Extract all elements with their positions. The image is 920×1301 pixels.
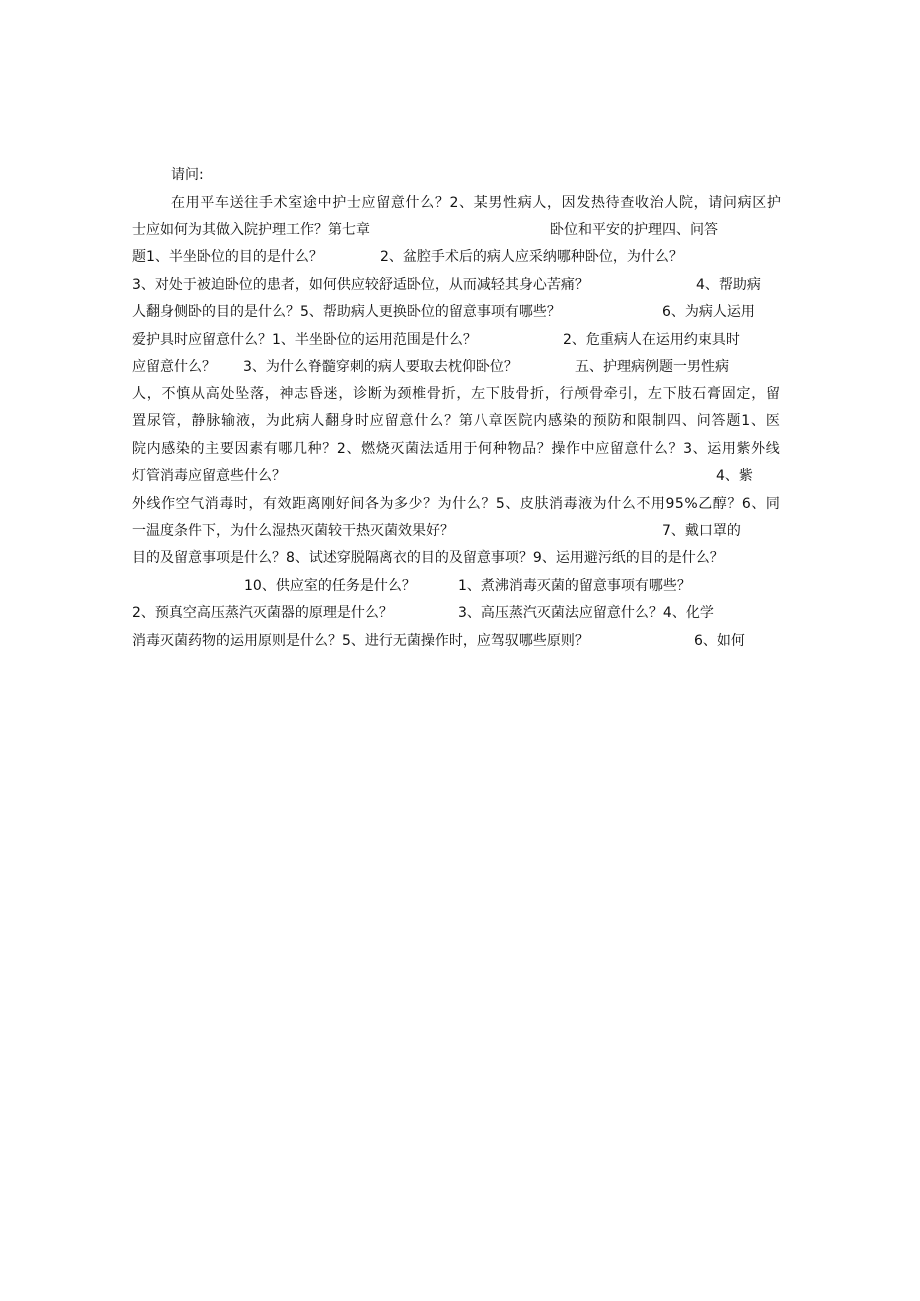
text-segment: 请问: xyxy=(171,167,204,183)
text-segment: 人，不慎从高处坠落，神志昏迷，诊断为颈椎骨折，左下肢骨折，行颅骨牵引，左下肢石膏固定，留 xyxy=(132,386,781,402)
text-segment: 题1、半坐卧位的目的是什么？ xyxy=(132,249,323,265)
text-segment: 6、为病人运用 xyxy=(662,304,755,320)
text-segment: 6、如何 xyxy=(694,633,745,649)
text-segment: 应留意什么？ xyxy=(132,359,216,375)
text-segment: 3、对处于被迫卧位的患者，如何供应较舒适卧位，从而减轻其身心苦痛？ xyxy=(132,277,589,293)
text-segment: 1、煮沸消毒灭菌的留意事项有哪些？ xyxy=(458,578,691,594)
text-segment: 外线作空气消毒时，有效距离刚好间各为多少？为什么？5、皮肤消毒液为什么不用95%乙醇？6、同 xyxy=(132,496,781,512)
text-segment: 爱护具时应留意什么？1、半坐卧位的运用范围是什么？ xyxy=(132,332,477,348)
text-segment: 灯管消毒应留意些什么？ xyxy=(132,468,286,484)
text-segment: 3、高压蒸汽灭菌法应留意什么？4、化学 xyxy=(458,605,714,621)
text-segment: 五、护理病例题一男性病 xyxy=(575,359,729,375)
text-segment: 在用平车送往手术室途中护士应留意什么？2、某男性病人，因发热待查收治人院，请问病区护 xyxy=(171,195,782,211)
text-segment: 2、盆腔手术后的病人应采纳哪种卧位，为什么？ xyxy=(380,249,683,265)
text-segment: 2、危重病人在运用约束具时 xyxy=(563,332,740,348)
text-segment: 院内感染的主要因素有哪几种？2、燃烧灭菌法适用于何种物品？操作中应留意什么？3、运用紫外线 xyxy=(132,441,781,457)
text-segment: 10、供应室的任务是什么？ xyxy=(244,578,416,594)
text-segment: 一温度条件下，为什么湿热灭菌较干热灭菌效果好？ xyxy=(132,523,454,539)
text-segment: 士应如何为其做入院护理工作？第七章 xyxy=(132,222,370,238)
text-segment: 4、帮助病 xyxy=(696,277,761,293)
text-segment: 7、戴口罩的 xyxy=(662,523,741,539)
text-segment: 人翻身侧卧的目的是什么？5、帮助病人更换卧位的留意事项有哪些？ xyxy=(132,304,561,320)
text-segment: 3、为什么脊髓穿刺的病人要取去枕仰卧位？ xyxy=(243,359,518,375)
text-segment: 卧位和平安的护理四、问答 xyxy=(550,222,718,238)
text-segment: 消毒灭菌药物的运用原则是什么？5、进行无菌操作时，应驾驭哪些原则？ xyxy=(132,633,589,649)
text-segment: 4、紫 xyxy=(716,468,753,484)
text-segment: 2、预真空高压蒸汽灭菌器的原理是什么？ xyxy=(132,605,393,621)
text-segment: 置尿管，静脉输液，为此病人翻身时应留意什么？第八章医院内感染的预防和限制四、问答题1、医 xyxy=(132,413,781,429)
text-segment: 目的及留意事项是什么？8、试述穿脱隔离衣的目的及留意事项？9、运用避污纸的目的是什么？ xyxy=(132,550,724,566)
